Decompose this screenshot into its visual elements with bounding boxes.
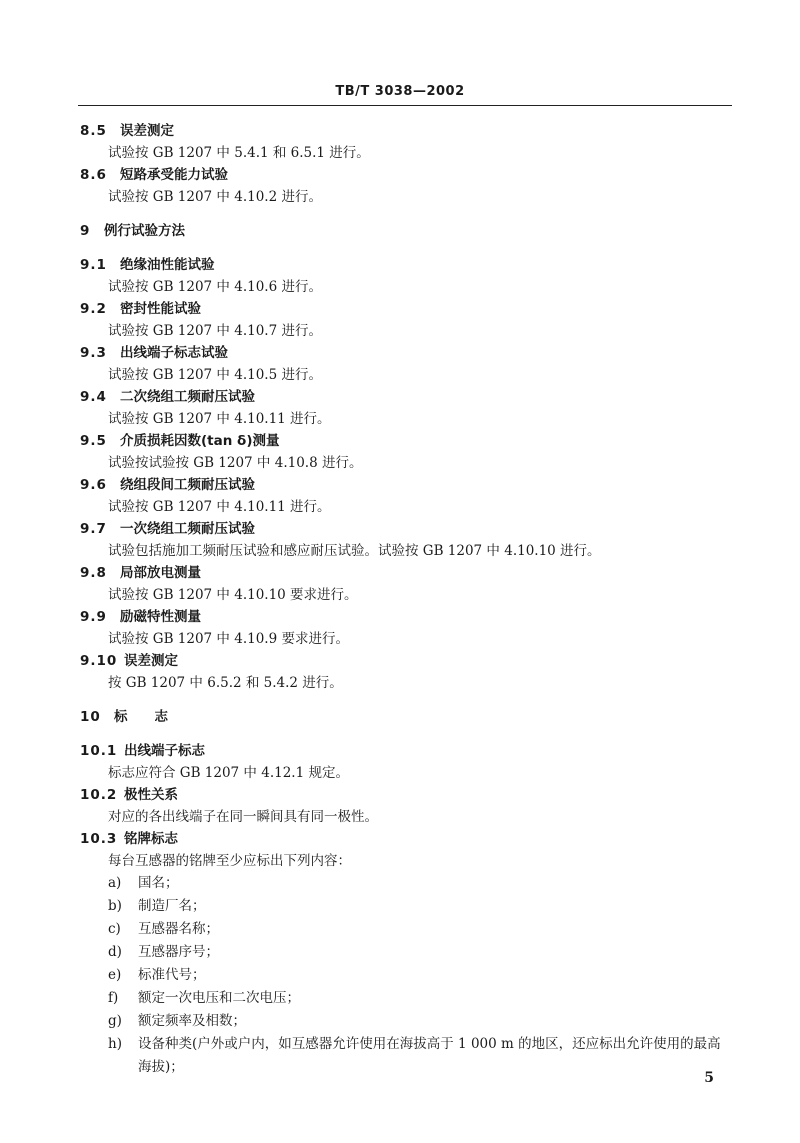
section-title: 二次绕组工频耐压试验	[120, 389, 255, 405]
page-content	[80, 120, 732, 1079]
list-item-text: 标准代号；	[138, 967, 206, 983]
list-item	[80, 872, 732, 895]
section-heading	[80, 430, 732, 452]
list-item	[80, 964, 732, 987]
list-marker: a)	[108, 875, 122, 891]
paragraph: 对应的各出线端子在同一瞬间具有同一极性。	[108, 809, 378, 825]
paragraph: 每台互感器的铭牌至少应标出下列内容：	[108, 853, 351, 869]
section-number: 9.10	[80, 653, 118, 669]
section-title: 短路承受能力试验	[120, 167, 228, 183]
list-marker: c)	[108, 921, 121, 937]
section-heading	[80, 740, 732, 762]
section-heading	[80, 474, 732, 496]
section-heading	[80, 164, 732, 186]
paragraph: 试验按 GB 1207 中 4.10.11 进行。	[108, 499, 331, 515]
section-heading	[80, 650, 732, 672]
chapter-heading	[80, 220, 732, 242]
paragraph: 试验按 GB 1207 中 4.10.10 要求进行。	[108, 587, 358, 603]
section-heading	[80, 518, 732, 540]
list-item	[80, 918, 732, 941]
paragraph: 试验按 GB 1207 中 4.10.2 进行。	[108, 189, 322, 205]
list-item	[80, 987, 732, 1010]
section-heading	[80, 784, 732, 806]
section-number: 10.2	[80, 787, 118, 803]
list-item-text: 制造厂名；	[138, 898, 206, 914]
section-number: 9.8	[80, 565, 107, 581]
section-title: 误差测定	[124, 653, 178, 669]
section-title: 励磁特性测量	[120, 609, 201, 625]
list-item-text: 互感器名称；	[138, 921, 219, 937]
list-item	[80, 941, 732, 964]
list-item	[80, 1033, 732, 1079]
list-marker: g)	[108, 1013, 122, 1029]
paragraph: 试验按 GB 1207 中 4.10.11 进行。	[108, 411, 331, 427]
header-rule	[78, 105, 732, 106]
list-marker: b)	[108, 898, 122, 914]
spacer	[80, 208, 732, 220]
section-number: 10.3	[80, 831, 118, 847]
section-heading	[80, 298, 732, 320]
section-number: 10	[80, 709, 101, 725]
paragraph: 试验按 GB 1207 中 5.4.1 和 6.5.1 进行。	[108, 145, 370, 161]
section-number: 9.7	[80, 521, 107, 537]
list-item-text: 互感器序号；	[138, 944, 219, 960]
spacer	[80, 694, 732, 706]
section-title: 出线端子标志试验	[120, 345, 228, 361]
section-number: 9.9	[80, 609, 107, 625]
section-title: 绕组段间工频耐压试验	[120, 477, 255, 493]
section-number: 9.3	[80, 345, 107, 361]
section-heading	[80, 828, 732, 850]
paragraph: 试验按 GB 1207 中 4.10.5 进行。	[108, 367, 322, 383]
paragraph: 试验按 GB 1207 中 4.10.7 进行。	[108, 323, 322, 339]
list-item	[80, 895, 732, 918]
paragraph: 按 GB 1207 中 6.5.2 和 5.4.2 进行。	[108, 675, 343, 691]
paragraph: 试验按 GB 1207 中 4.10.6 进行。	[108, 279, 322, 295]
section-heading	[80, 562, 732, 584]
list-item-text: 额定一次电压和二次电压；	[138, 990, 300, 1006]
spacer	[80, 242, 732, 254]
section-title: 极性关系	[124, 787, 178, 803]
section-title: 误差测定	[120, 123, 174, 139]
list-marker: e)	[108, 967, 122, 983]
section-heading	[80, 120, 732, 142]
section-heading	[80, 606, 732, 628]
page-header: TB/T 3038—2002	[335, 84, 465, 99]
section-number: 9.1	[80, 257, 107, 273]
section-number: 8.6	[80, 167, 107, 183]
list-marker: d)	[108, 944, 122, 960]
list-marker: f)	[108, 990, 119, 1006]
list-item	[80, 1010, 732, 1033]
section-title: 密封性能试验	[120, 301, 201, 317]
paragraph: 试验按 GB 1207 中 4.10.9 要求进行。	[108, 631, 349, 647]
section-title: 标 志	[114, 709, 168, 725]
section-title: 绝缘油性能试验	[120, 257, 215, 273]
section-heading	[80, 342, 732, 364]
section-number: 8.5	[80, 123, 107, 139]
section-number: 9.5	[80, 433, 107, 449]
section-title: 局部放电测量	[120, 565, 201, 581]
section-title: 介质损耗因数(tan δ)测量	[120, 433, 280, 449]
section-number: 9	[80, 223, 91, 239]
section-heading	[80, 254, 732, 276]
list-item-text: 额定频率及相数；	[138, 1013, 246, 1029]
section-title: 出线端子标志	[124, 743, 205, 759]
list-marker: h)	[108, 1036, 122, 1052]
page-number: 5	[704, 1070, 714, 1086]
paragraph: 标志应符合 GB 1207 中 4.12.1 规定。	[108, 765, 349, 781]
chapter-heading	[80, 706, 732, 728]
section-number: 9.6	[80, 477, 107, 493]
paragraph: 试验包括施加工频耐压试验和感应耐压试验。试验按 GB 1207 中 4.10.10 进行。	[108, 543, 601, 559]
section-number: 9.4	[80, 389, 107, 405]
spacer	[80, 728, 732, 740]
section-title: 铭牌标志	[124, 831, 178, 847]
section-number: 10.1	[80, 743, 118, 759]
section-number: 9.2	[80, 301, 107, 317]
list-item-text: 国名；	[138, 875, 179, 891]
paragraph: 试验按试验按 GB 1207 中 4.10.8 进行。	[108, 455, 363, 471]
section-title: 一次绕组工频耐压试验	[120, 521, 255, 537]
list-item-text: 设备种类(户外或户内，如互感器允许使用在海拔高于 1 000 m 的地区，还应标出允许使用的最高海拔)；	[138, 1036, 721, 1075]
section-title: 例行试验方法	[104, 223, 185, 239]
section-heading	[80, 386, 732, 408]
